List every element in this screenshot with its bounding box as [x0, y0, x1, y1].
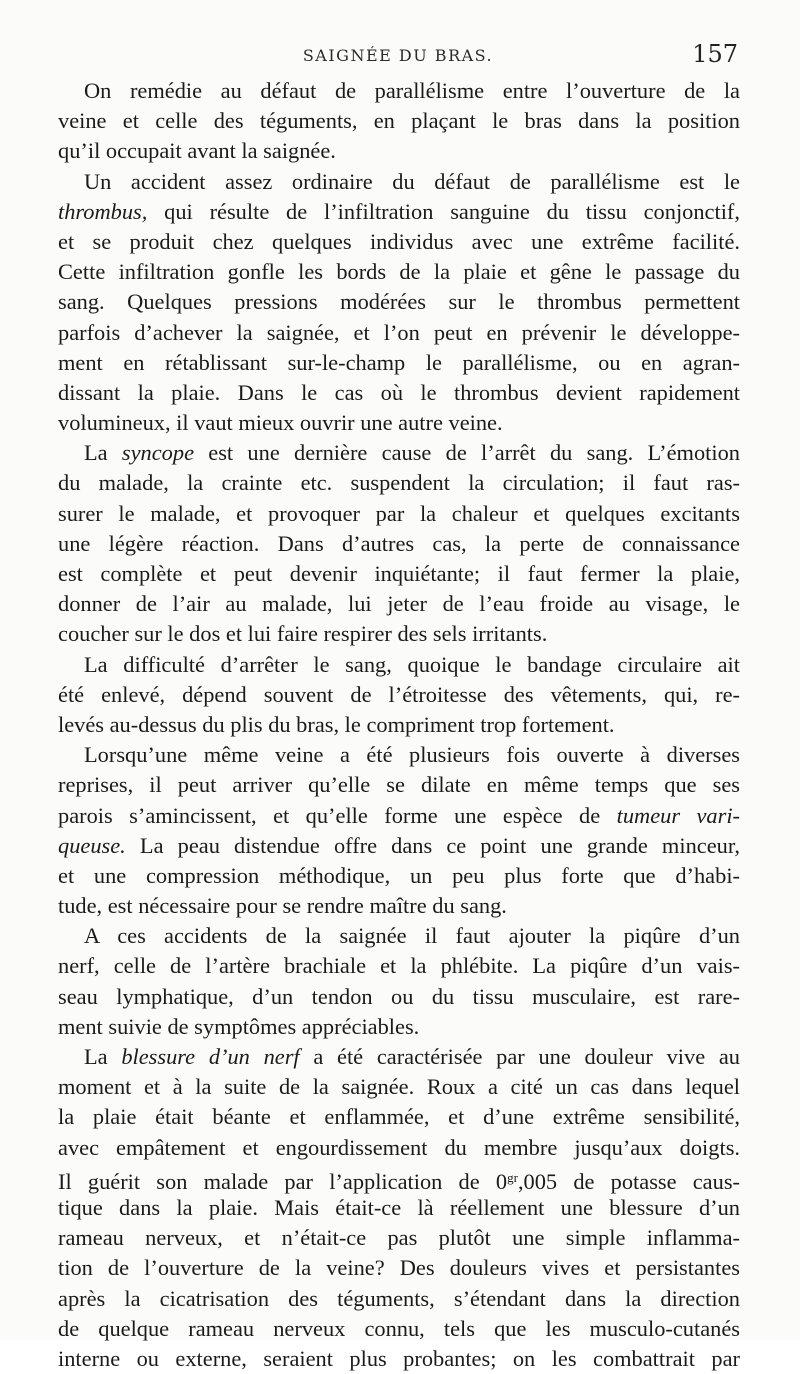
text-span: seau lymphatique, d’un tendon ou du tissu musculaire, est rare-	[58, 983, 740, 1009]
text-span: été enlevé, dépend souvent de l’étroitesse des vêtements, qui, re-	[58, 681, 740, 707]
text-line	[58, 921, 740, 951]
text-span: parfois d’achever la saignée, et l’on peut en prévenir le développe-	[58, 319, 740, 345]
text-span: Il guérit son malade par l’application de 0	[58, 1168, 508, 1194]
body-text	[58, 76, 740, 1374]
superscript-unit: gr	[507, 1169, 518, 1185]
text-span: La	[84, 440, 122, 466]
text-span: parois s’amincissent, et qu’elle forme une espèce de	[58, 802, 617, 828]
text-span: est une dernière cause de l’arrêt du sang. L’émotion	[194, 440, 740, 466]
text-line	[58, 499, 740, 529]
text-line	[58, 408, 740, 438]
text-line	[58, 740, 740, 770]
text-span: levés au-dessus du plis du bras, le compriment trop fortement.	[58, 711, 615, 737]
text-span: tique dans la plaie. Mais était-ce là réellement une blessure d’un	[58, 1194, 740, 1220]
text-span: On remédie au défaut de parallélisme entre l’ouverture de la	[84, 78, 740, 103]
text-line	[58, 197, 740, 227]
text-span: qu’il occupait avant la saignée.	[58, 138, 336, 164]
text-line	[58, 951, 740, 981]
text-span: dissant la plaie. Dans le cas où le thrombus devient rapidement	[58, 379, 740, 405]
text-line	[58, 1102, 740, 1132]
text-line	[58, 650, 740, 680]
text-line	[58, 770, 740, 800]
text-line	[58, 1284, 740, 1314]
text-line	[58, 1163, 740, 1193]
italic-term: queuse.	[58, 832, 126, 858]
text-line	[58, 438, 740, 468]
text-span: La	[84, 1044, 122, 1069]
text-span: la plaie était béante et enflammée, et d’une extrême sensibilité,	[58, 1104, 740, 1130]
text-span: veine et celle des téguments, en plaçant le bras dans la position	[58, 108, 740, 134]
text-span: surer le malade, et provoquer par la chaleur et quelques excitants	[58, 500, 740, 526]
text-line	[58, 167, 740, 197]
running-header	[58, 42, 738, 70]
text-line	[58, 680, 740, 710]
text-line	[58, 529, 740, 559]
text-span: et une compression méthodique, un peu plus forte que d’habi-	[58, 862, 740, 888]
text-span: et se produit chez quelques individus avec une extrême facilité.	[58, 228, 740, 254]
text-line	[58, 1193, 740, 1223]
text-line	[58, 1344, 740, 1374]
text-line	[58, 318, 740, 348]
text-span: A ces accidents de la saignée il faut ajouter la piqûre d’un	[84, 923, 740, 949]
page-number: 157	[692, 40, 738, 68]
text-line	[58, 891, 740, 921]
text-span: moment et à la suite de la saignée. Roux a cité un cas dans lequel	[58, 1074, 740, 1100]
text-span: coucher sur le dos et lui faire respirer des sels irritants.	[58, 621, 548, 647]
text-span: après la cicatrisation des téguments, s’étendant dans la direction	[58, 1285, 740, 1311]
text-span: qui résulte de l’infiltration sanguine du tissu conjonctif,	[147, 198, 740, 224]
text-line	[58, 559, 740, 589]
text-span: ment en rétablissant sur-le-champ le parallélisme, ou en agran-	[58, 349, 740, 375]
text-line	[58, 619, 740, 649]
text-line	[58, 1072, 740, 1102]
running-title: SAIGNÉE DU BRAS.	[302, 46, 494, 65]
text-line	[58, 106, 740, 136]
text-line	[58, 589, 740, 619]
italic-term: syncope	[121, 440, 195, 466]
text-span: de quelque rameau nerveux connu, tels que les musculo-cutanés	[58, 1315, 740, 1341]
text-span: sang. Quelques pressions modérées sur le thrombus permettent	[58, 289, 740, 315]
text-span: donner de l’air au malade, lui jeter de l’eau froide au visage, le	[58, 591, 740, 617]
text-span: Un accident assez ordinaire du défaut de parallélisme est le	[84, 168, 740, 194]
text-span: avec empâtement et engourdissement du membre jusqu’aux doigts.	[58, 1134, 740, 1160]
text-span: ment suivie de symptômes appréciables.	[58, 1013, 420, 1039]
text-line	[58, 227, 740, 257]
text-line	[58, 1314, 740, 1344]
text-line	[58, 287, 740, 317]
italic-term: thrombus,	[58, 198, 148, 224]
text-line	[58, 76, 740, 106]
text-span: interne ou externe, seraient plus probantes; on les combattrait par	[58, 1345, 740, 1371]
text-line	[58, 136, 740, 166]
text-span: reprises, il peut arriver qu’elle se dilate en même temps que ses	[58, 772, 740, 798]
text-span: volumineux, il vaut mieux ouvrir une autre veine.	[58, 410, 503, 436]
text-span: Lorsqu’une même veine a été plusieurs fois ouverte à diverses	[84, 742, 740, 768]
text-line	[58, 348, 740, 378]
text-span: du malade, la crainte etc. suspendent la circulation; il faut ras-	[58, 470, 740, 496]
text-line	[58, 1223, 740, 1253]
italic-term: blessure d’un nerf	[121, 1044, 300, 1069]
text-line	[58, 801, 740, 831]
text-line	[58, 1012, 740, 1042]
text-line	[58, 1042, 740, 1072]
text-span: La difficulté d’arrêter le sang, quoique le bandage circulaire ait	[84, 651, 740, 677]
text-line	[58, 831, 740, 861]
text-span: nerf, celle de l’artère brachiale et la phlébite. La piqûre d’un vais-	[58, 953, 740, 979]
text-span: tion de l’ouverture de la veine? Des douleurs vives et persistantes	[58, 1255, 740, 1281]
text-span: ,005 de potasse caus-	[517, 1168, 740, 1194]
text-line	[58, 861, 740, 891]
italic-term: tumeur vari-	[616, 802, 741, 828]
text-span: a été caractérisée par une douleur vive au	[299, 1044, 740, 1069]
text-span: rameau nerveux, et n’était-ce pas plutôt une simple inflamma-	[58, 1225, 740, 1251]
text-line	[58, 257, 740, 287]
text-line	[58, 982, 740, 1012]
text-span: une légère réaction. Dans d’autres cas, la perte de connaissance	[58, 530, 740, 556]
text-line	[58, 1133, 740, 1163]
text-span: Cette infiltration gonfle les bords de la plaie et gêne le passage du	[58, 259, 740, 285]
text-line	[58, 710, 740, 740]
text-line	[58, 468, 740, 498]
text-span: tude, est nécessaire pour se rendre maître du sang.	[58, 893, 507, 919]
text-line	[58, 1253, 740, 1283]
text-span: La peau distendue offre dans ce point une grande minceur,	[125, 832, 740, 858]
text-span: est complète et peut devenir inquiétante; il faut fermer la plaie,	[58, 561, 740, 586]
text-line	[58, 378, 740, 408]
